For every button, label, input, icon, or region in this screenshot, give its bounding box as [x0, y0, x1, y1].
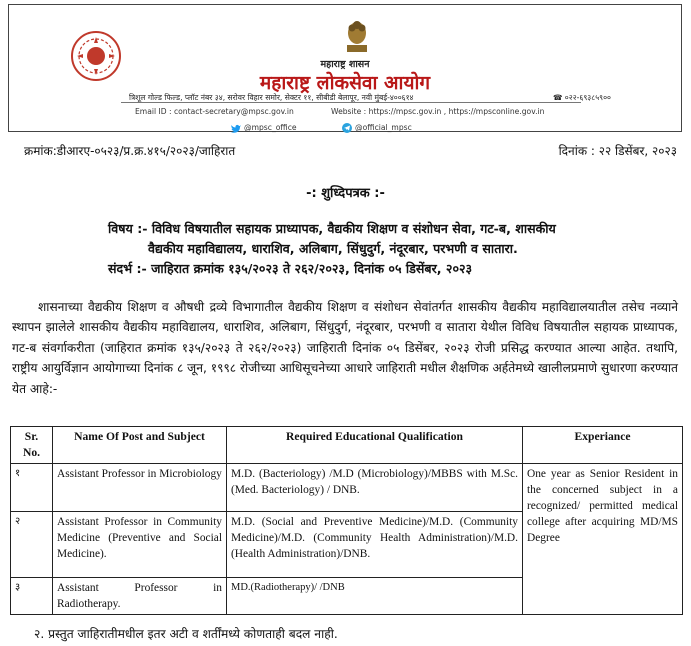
subject-block: [108, 219, 678, 259]
document-heading: -: शुध्दिपत्रक :-: [306, 186, 385, 201]
body-paragraph: शासनाच्या वैद्यकीय शिक्षण व औषधी द्रव्ये विभागातील वैद्यकीय शिक्षण व संशोधन सेवांतर्गत शासकीय वैद्यकीय महाविद्यालयातील तसेच नव्याने स्थापन झालेले शासकीय वैद्यकीय महाविद्यालय, धाराशिव, अलिबाग, सिंधुदुर्ग, नंदूरबार, परभणी व सातारा येथील विविध विषयातील सहायक प्राध्यापक, गट-ब संवर्गाकरीता (जाहिरात क्रमांक १३५/२०२३ ते २६२/२०२३) जाहिराती दिनांक ०५ डिसेंबर, २०२३ रोजी प्रसिद्ध करण्यात आल्या आहेत. तथापि, राष्ट्रीय आयुर्विज्ञान आयोगाच्या दिनांक ८ जून, १९९८ रोजीच्या आधिसूचनेच्या आधारे जाहिराती मधील शैक्षणिक अर्हतेमध्ये खालीलप्रमाणे सुधारणा करण्यात येत आहे:-: [12, 300, 678, 396]
cell-post: Assistant Professor in Radiotherapy.: [53, 578, 227, 615]
column-header-post: Name Of Post and Subject: [53, 427, 227, 464]
telegram-icon: [342, 123, 352, 133]
column-header-experience: Experiance: [523, 427, 683, 464]
phone-number: ☎ ०२२-६९३८५९००: [552, 93, 611, 102]
letter-date: दिनांक : २२ डिसेंबर, २०२३: [558, 144, 677, 158]
telegram-handle-text: @official_mpsc: [355, 123, 412, 132]
cell-sr-no: १: [11, 464, 53, 512]
closing-note: २. प्रस्तुत जाहिरातीमधील इतर अटी व शर्तींमध्ये कोणताही बदल नाही.: [34, 627, 338, 641]
reference-number: क्रमांक:डीआरए-०५२३/प्र.क्र.४१५/२०२३/जाहिरात: [24, 144, 236, 158]
cell-qualification: MD.(Radiotherapy)/ /DNB: [227, 578, 523, 615]
table-header-row: [11, 427, 683, 464]
cell-post: Assistant Professor in Community Medicine (Preventive and Social Medicine).: [53, 512, 227, 578]
twitter-handle-text: @mpsc_office: [244, 123, 297, 132]
office-address: त्रिशूल गोल्ड फिल्ड, प्लॉट नंबर ३४, सरोवर विहार समोर, सेक्टर ११, सीबीडी बेलापूर, नवी मुंबई-४००६१४: [129, 93, 414, 102]
letterhead: [8, 4, 682, 132]
cell-qualification: M.D. (Social and Preventive Medicine)/M.D. (Community Medicine)/M.D. (Community Health Administration)/M.D. (Health Administration)/DNB.: [227, 512, 523, 578]
twitter-icon: [231, 124, 241, 133]
cell-qualification: M.D. (Bacteriology) /M.D (Microbiology)/MBBS with M.Sc. (Med. Bacteriology) / DNB.: [227, 464, 523, 512]
column-header-qualification: Required Educational Qualification: [227, 427, 523, 464]
column-header-sr-no: Sr. No.: [11, 427, 53, 464]
cell-post: Assistant Professor in Microbiology: [53, 464, 227, 512]
organization-name: महाराष्ट्र लोकसेवा आयोग: [259, 72, 431, 94]
cell-sr-no: २: [11, 512, 53, 578]
website-link[interactable]: Website : https://mpsc.gov.in , https://mpsconline.gov.in: [331, 107, 545, 116]
qualification-table: [10, 426, 683, 615]
subject-line-2: वैद्यकीय महाविद्यालय, धाराशिव, अलिबाग, सिंधुदुर्ग, नंदूरबार, परभणी व सातारा.: [148, 241, 518, 256]
telegram-handle[interactable]: [342, 123, 412, 133]
national-emblem-icon: [344, 15, 370, 55]
email-link[interactable]: Email ID : contact-secretary@mpsc.gov.in: [135, 107, 294, 116]
cell-sr-no: ३: [11, 578, 53, 615]
government-label: महाराष्ट्र शासन: [320, 59, 370, 70]
twitter-handle[interactable]: [231, 123, 297, 133]
header-divider: [121, 102, 581, 103]
table-row: [11, 464, 683, 512]
cell-experience: One year as Senior Resident in the concerned subject in a recognized/ permitted medical college after acquiring MD/MS Degree: [523, 464, 683, 615]
reference-line: संदर्भ :- जाहिरात क्रमांक १३५/२०२३ ते २६२/२०२३, दिनांक ०५ डिसेंबर, २०२३: [108, 261, 473, 276]
subject-line-1: विषय :- विविध विषयातील सहायक प्राध्यापक, वैद्यकीय शिक्षण व संशोधन सेवा, गट-ब, शासकीय: [108, 221, 556, 236]
